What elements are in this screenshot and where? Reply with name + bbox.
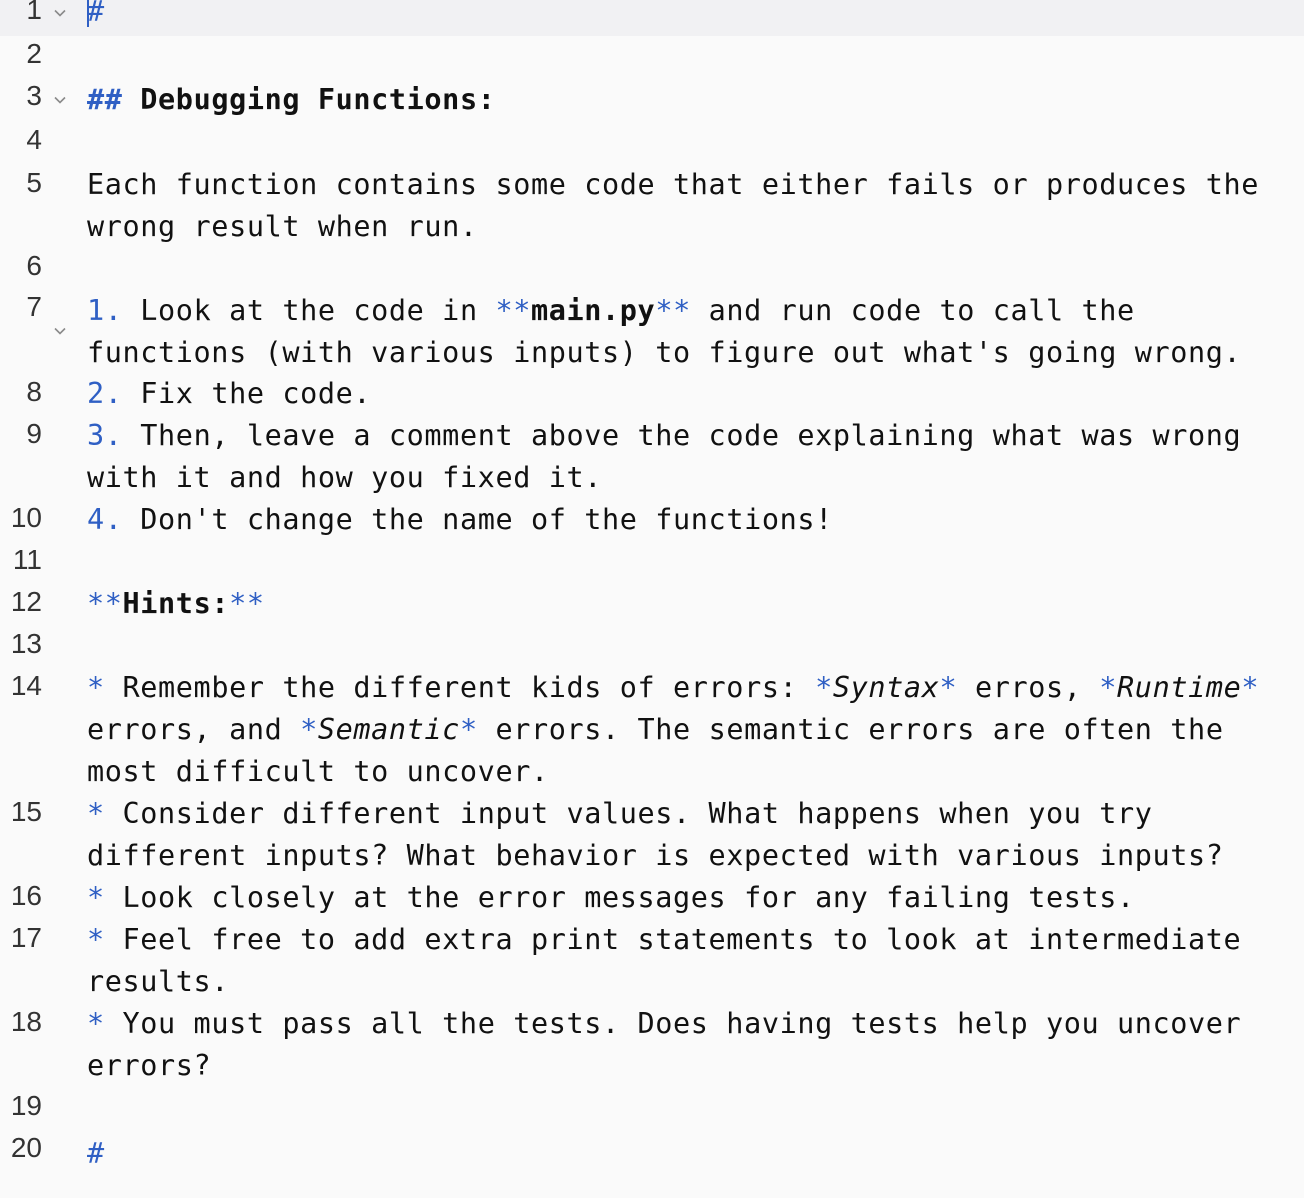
italic-marker: * — [815, 671, 833, 704]
bold-marker-open: ** — [495, 294, 531, 327]
line-content — [87, 79, 1284, 121]
line-number: 19 — [10, 1090, 42, 1121]
heading-marker: ## — [87, 83, 123, 116]
list-marker: 1. — [87, 294, 123, 327]
list-marker: 3. — [87, 419, 123, 452]
italic-marker: * — [1099, 671, 1118, 704]
bold-marker-close: ** — [229, 587, 265, 620]
list-marker: 2. — [87, 377, 123, 410]
bullet-text: errors. The semantic errors are often the most difficult to uncover. — [87, 713, 1242, 788]
editor-line[interactable] — [0, 497, 1304, 539]
line-content — [87, 373, 1284, 415]
line-number: 9 — [26, 418, 42, 449]
editor-line[interactable] — [0, 623, 1304, 665]
editor-line[interactable] — [0, 75, 1304, 117]
editor-line[interactable] — [0, 1001, 1304, 1085]
line-number: 3 — [26, 80, 42, 111]
line-number: 18 — [10, 1006, 42, 1037]
editor-line[interactable] — [0, 665, 1304, 791]
line-content — [87, 667, 1284, 793]
bullet-text: errors, and — [87, 671, 1277, 746]
editor-line[interactable] — [0, 413, 1304, 497]
editor-line[interactable] — [0, 875, 1304, 917]
bold-marker-close: ** — [655, 294, 691, 327]
heading-hash: # — [87, 1137, 105, 1170]
line-number: 15 — [10, 796, 42, 827]
line-number: 12 — [10, 586, 42, 617]
paragraph-text: Each function contains some code that either fails or produces the wrong result when run. — [87, 168, 1277, 243]
line-number: 13 — [10, 628, 42, 659]
line-number: 5 — [26, 167, 42, 198]
line-number: 6 — [26, 250, 42, 281]
line-content — [87, 1133, 1284, 1175]
editor-line[interactable] — [0, 33, 1304, 75]
italic-marker: * — [300, 713, 318, 746]
editor-line[interactable] — [0, 1085, 1304, 1127]
italic-marker: * — [1241, 671, 1260, 704]
bullet-text: Feel free to add extra print statements to look at intermediate results. — [87, 923, 1260, 998]
bullet-text: Remember the different kids of errors: — [104, 671, 816, 704]
fold-chevron-icon[interactable] — [52, 323, 68, 339]
bullet-text: Look closely at the error messages for any failing tests. — [104, 881, 1135, 914]
line-content — [87, 290, 1284, 374]
line-number: 4 — [26, 124, 42, 155]
italic-text: Syntax — [832, 671, 940, 704]
italic-text: Semantic — [317, 713, 460, 746]
line-content — [87, 499, 1284, 541]
line-number: 20 — [10, 1132, 42, 1163]
bold-text: main.py — [531, 294, 656, 327]
editor-line[interactable] — [0, 791, 1304, 875]
line-content — [87, 919, 1284, 1003]
editor-line[interactable] — [0, 245, 1304, 287]
bullet-text: You must pass all the tests. Does having tests help you uncover errors? — [87, 1007, 1260, 1082]
bullet-marker: * — [87, 797, 105, 830]
list-text: Look at the code in — [122, 294, 496, 327]
editor-line[interactable] — [0, 0, 1304, 36]
heading-hash: # — [87, 0, 105, 28]
italic-text: Runtime — [1117, 671, 1242, 704]
editor-line[interactable] — [0, 160, 1304, 244]
bold-text: Hints: — [122, 587, 230, 620]
editor-line[interactable] — [0, 117, 1304, 159]
editor-line[interactable] — [0, 286, 1304, 370]
editor-line[interactable] — [0, 371, 1304, 413]
line-number: 8 — [26, 376, 42, 407]
line-number: 7 — [26, 291, 42, 322]
editor-line[interactable] — [0, 1127, 1304, 1169]
line-content — [87, 793, 1284, 877]
editor-line[interactable] — [0, 917, 1304, 1001]
line-content — [87, 415, 1284, 499]
line-number: 10 — [10, 502, 42, 533]
bullet-text: Consider different input values. What happens when you try different inputs? What behavior is expected with various inputs? — [87, 797, 1224, 872]
line-number: 1 — [26, 0, 42, 25]
line-content — [87, 164, 1284, 248]
bold-marker-open: ** — [87, 587, 123, 620]
line-content — [87, 583, 1284, 625]
italic-marker: * — [939, 671, 958, 704]
line-content — [87, 0, 1284, 33]
bullet-marker: * — [87, 1007, 105, 1040]
list-marker: 4. — [87, 503, 123, 536]
line-content — [87, 1003, 1284, 1087]
line-number: 17 — [10, 922, 42, 953]
line-number: 11 — [12, 544, 42, 575]
bullet-marker: * — [87, 923, 105, 956]
heading-text: Debugging Functions: — [122, 83, 496, 116]
fold-chevron-icon[interactable] — [52, 92, 68, 108]
bullet-marker: * — [87, 671, 105, 704]
line-number: 14 — [10, 670, 42, 701]
line-content — [87, 877, 1284, 919]
bullet-text: erros, — [957, 671, 1100, 704]
list-text: Then, leave a comment above the code explaining what was wrong with it and how you fixed it. — [87, 419, 1260, 494]
list-text: and run code to call the functions (with various inputs) to figure out what's going wrong. — [87, 294, 1242, 369]
fold-chevron-icon[interactable] — [52, 5, 68, 21]
line-number: 16 — [10, 880, 42, 911]
editor-line[interactable] — [0, 539, 1304, 581]
line-number: 2 — [26, 38, 42, 69]
editor-line[interactable] — [0, 581, 1304, 623]
list-text: Fix the code. — [122, 377, 372, 410]
italic-marker: * — [459, 713, 478, 746]
bullet-marker: * — [87, 881, 105, 914]
list-text: Don't change the name of the functions! — [122, 503, 833, 536]
